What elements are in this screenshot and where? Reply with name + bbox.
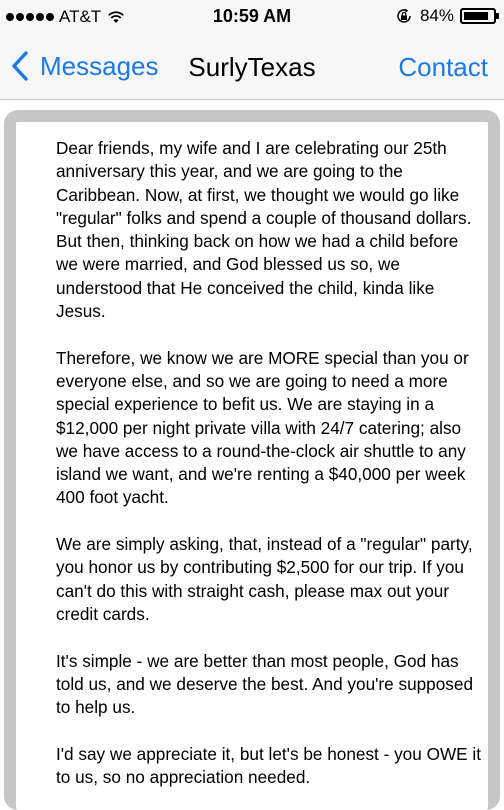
lock-rotation-icon <box>396 8 412 24</box>
contact-button[interactable]: Contact <box>398 52 488 82</box>
message-bubble[interactable] <box>4 110 500 810</box>
message-image[interactable] <box>16 122 488 810</box>
battery-icon <box>460 8 496 24</box>
message-text <box>56 137 481 810</box>
carrier-name: AT&T <box>59 7 102 26</box>
status-right <box>396 6 496 26</box>
navigation-bar <box>0 34 504 100</box>
message-paragraph: It's simple - we are better than most people, God has told us, and we deserve the best. And you're supposed to help us. <box>56 650 474 718</box>
message-paragraph: Therefore, we know we are MORE special than you or everyone else, and so we are going to need a more special experience to befit us. We are staying in a $12,000 per night private villa with 24/7 catering; also we have access to a round-the-clock air shuttle to any island we want, and we're renting a $40,000 per week 400 foot yacht. <box>56 347 469 508</box>
message-thread[interactable] <box>0 100 504 810</box>
conversation-title: SurlyTexas <box>188 52 316 82</box>
message-paragraph: Dear friends, my wife and I are celebrating our 25th anniversary this year, and we are going to the Caribbean. Now, at first, we thought we would go like "regular" folks and spend a couple of thousand dollars. But then, thinking back on how we had a child before we were married, and God blessed us so, we understood that He conceived the child, kinda like Jesus. <box>56 138 472 322</box>
message-paragraph: I'd say we appreciate it, but let's be honest - you OWE it to us, so no appreciation needed. <box>56 743 481 788</box>
battery-fill <box>464 12 488 20</box>
back-button-label: Messages <box>40 50 159 81</box>
message-paragraph: We are simply asking, that, instead of a "regular" party, you honor us by contributing $2,500 for our trip. If you can't do this with straight cash, please max out your credit cards. <box>56 534 473 624</box>
status-time: 10:59 AM <box>212 6 292 26</box>
battery-percent: 84% <box>419 6 454 25</box>
status-bar <box>0 0 504 34</box>
